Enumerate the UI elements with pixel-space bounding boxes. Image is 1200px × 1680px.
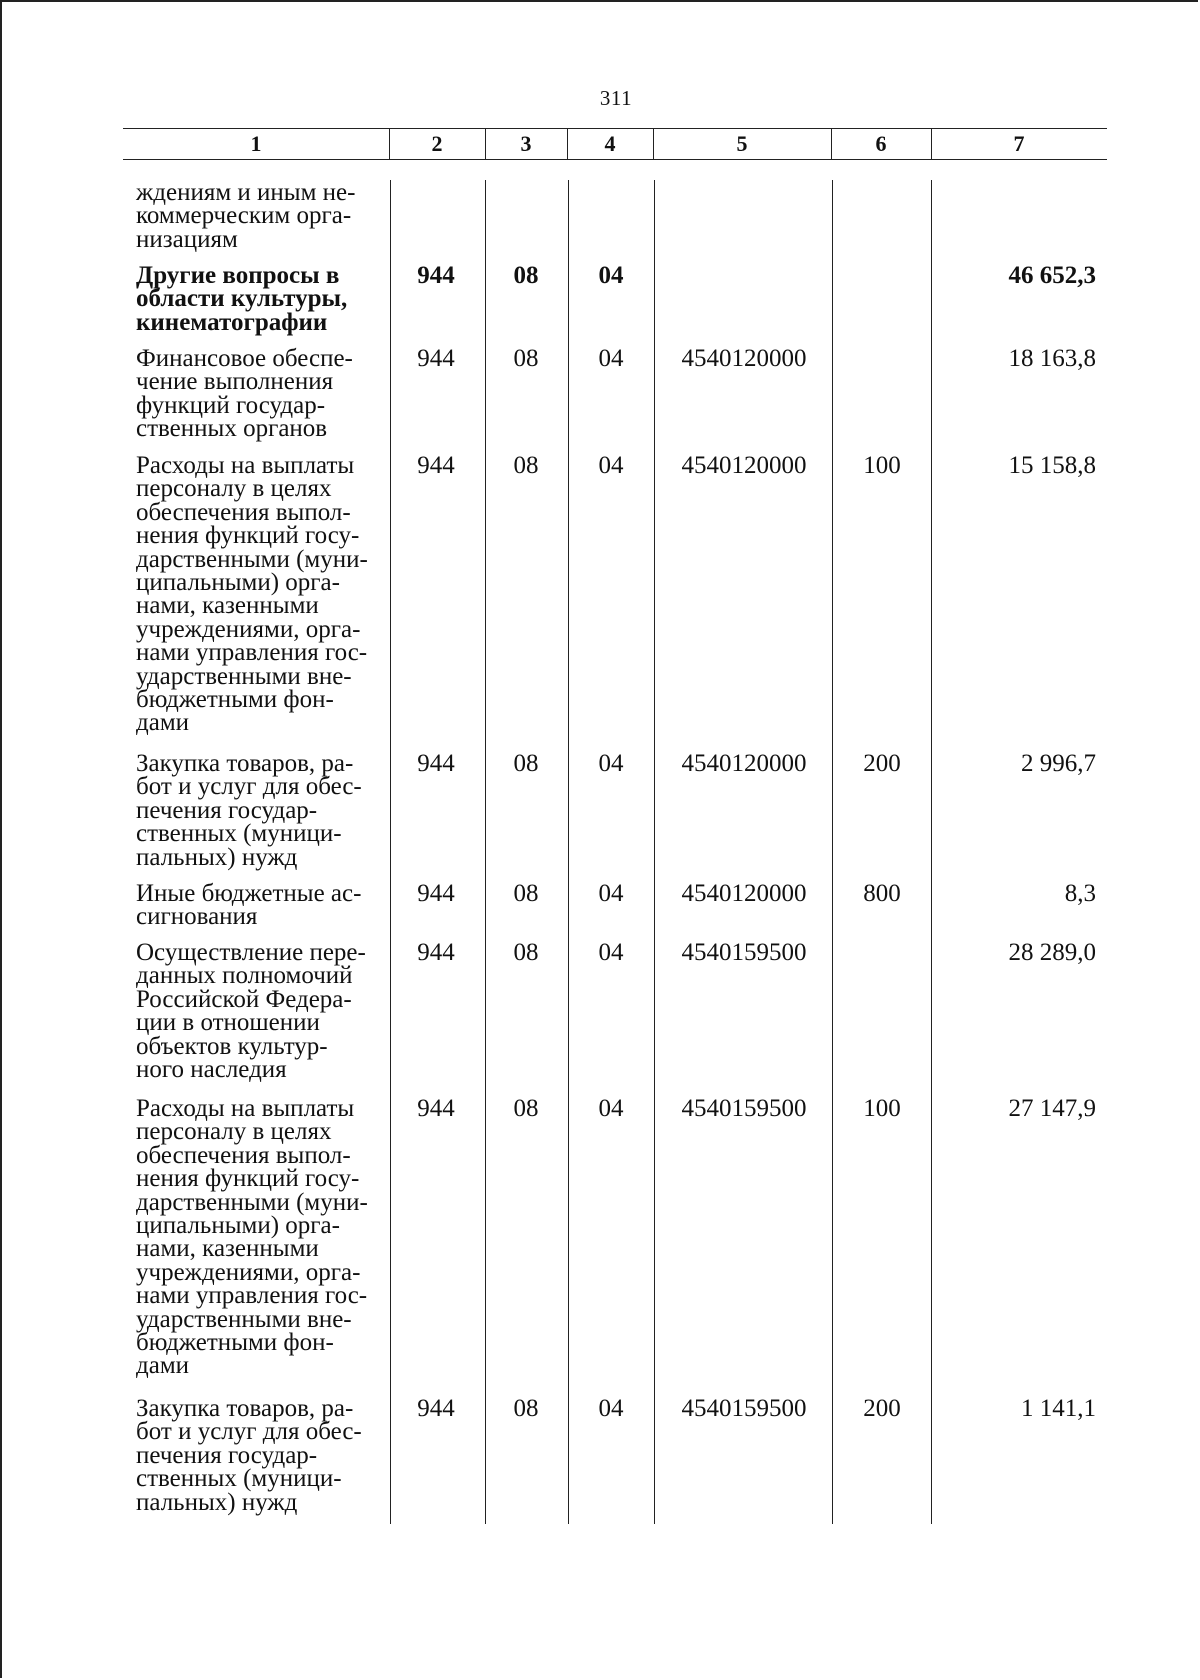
cell-section: 08 (513, 1095, 539, 1122)
table-header (123, 128, 1107, 160)
cell-section: 08 (513, 452, 539, 479)
description-line: Расходы на выплаты (136, 1095, 355, 1122)
description-line: ственных (муници- (136, 820, 342, 848)
row-description (136, 181, 386, 251)
description-line: дарственными (муни- (136, 1188, 368, 1216)
cell-target-article: 4540120000 (681, 345, 807, 372)
cell-subsection: 04 (598, 345, 624, 372)
description-line: ственных органов (136, 415, 328, 443)
cell-amount: 18 163,8 (1008, 345, 1096, 372)
header-col-5: 5 (736, 131, 748, 156)
cell-expense-type: 800 (863, 880, 901, 907)
column-divider (931, 180, 932, 1524)
description-line: печения государ- (136, 1441, 318, 1469)
description-line: области культуры, (136, 285, 348, 313)
description-line: бот и услуг для обес- (136, 773, 362, 801)
description-line: Закупка товаров, ра- (136, 1395, 354, 1422)
description-line: нами, казенными (136, 592, 319, 620)
cell-subsection: 04 (598, 750, 624, 777)
column-divider (654, 180, 655, 1524)
description-line: бот и услуг для обес- (136, 1418, 362, 1446)
cell-target-article: 4540159500 (681, 939, 807, 966)
cell-admin-code: 944 (417, 345, 455, 372)
description-line: пальных) нужд (136, 1488, 298, 1516)
cell-amount: 8,3 (1064, 880, 1096, 907)
description-line: бюджетными фон- (136, 1329, 334, 1357)
header-col-4: 4 (604, 131, 616, 156)
header-col-2: 2 (431, 131, 443, 156)
description-line: пальных) нужд (136, 843, 298, 871)
description-line: нами управления гос- (136, 639, 368, 667)
cell-section: 08 (513, 1395, 539, 1422)
description-line: Закупка товаров, ра- (136, 750, 354, 777)
description-line: чение выполнения (136, 368, 334, 396)
description-line: ципальными) орга- (136, 1212, 340, 1240)
description-line: дами (136, 709, 190, 737)
cell-section: 08 (513, 345, 539, 372)
cell-section: 08 (513, 750, 539, 777)
cell-amount: 27 147,9 (1008, 1095, 1096, 1122)
description-line: учреждениями, орга- (136, 615, 361, 643)
cell-subsection: 04 (598, 1095, 624, 1122)
header-col-1: 1 (250, 131, 262, 156)
cell-target-article: 4540120000 (681, 750, 807, 777)
description-line: учреждениями, орга- (136, 1258, 361, 1286)
description-line: ного наследия (136, 1056, 287, 1084)
cell-admin-code: 944 (417, 1395, 455, 1422)
description-line: ципальными) орга- (136, 569, 340, 597)
cell-target-article: 4540159500 (681, 1095, 807, 1122)
column-divider (568, 180, 569, 1524)
description-line: Иные бюджетные ас- (136, 880, 362, 907)
cell-admin-code: 944 (417, 750, 455, 777)
cell-section: 08 (513, 262, 539, 289)
description-line: нами, казенными (136, 1235, 319, 1263)
page-number: 311 (599, 86, 633, 110)
cell-admin-code: 944 (417, 452, 455, 479)
cell-subsection: 04 (598, 939, 624, 966)
description-line: нами управления гос- (136, 1282, 368, 1310)
description-line: персоналу в целях (136, 1118, 332, 1146)
cell-admin-code: 944 (417, 1095, 455, 1122)
description-line: ударственными вне- (136, 662, 352, 690)
description-line: персоналу в целях (136, 475, 332, 503)
row-description (136, 347, 386, 441)
cell-target-article: 4540159500 (681, 1395, 807, 1422)
description-line: нения функций госу- (136, 522, 360, 550)
description-line: ударственными вне- (136, 1305, 352, 1333)
cell-amount: 28 289,0 (1008, 939, 1096, 966)
description-line: печения государ- (136, 796, 318, 824)
description-line: ждениям и иным не- (136, 179, 356, 206)
cell-section: 08 (513, 939, 539, 966)
cell-expense-type: 100 (863, 452, 901, 479)
row-description (136, 264, 386, 334)
cell-admin-code: 944 (417, 262, 455, 289)
column-divider (832, 180, 833, 1524)
cell-subsection: 04 (598, 452, 624, 479)
description-line: бюджетными фон- (136, 686, 334, 714)
description-line: обеспечения выпол- (136, 498, 351, 526)
cell-target-article: 4540120000 (681, 880, 807, 907)
description-line: объектов культур- (136, 1032, 328, 1060)
cell-amount: 2 996,7 (1021, 750, 1096, 777)
description-line: данных полномочий (136, 962, 353, 990)
row-description (136, 882, 386, 929)
cell-subsection: 04 (598, 262, 624, 289)
header-col-7: 7 (1013, 131, 1025, 156)
cell-expense-type: 100 (863, 1095, 901, 1122)
description-line: ции в отношении (136, 1009, 320, 1037)
description-line: Другие вопросы в (136, 262, 340, 289)
description-line: обеспечения выпол- (136, 1141, 351, 1169)
description-line: нения функций госу- (136, 1165, 360, 1193)
cell-amount: 1 141,1 (1021, 1395, 1096, 1422)
cell-expense-type: 200 (863, 1395, 901, 1422)
cell-section: 08 (513, 880, 539, 907)
cell-target-article: 4540120000 (681, 452, 807, 479)
cell-amount: 46 652,3 (1008, 262, 1096, 289)
row-description (136, 939, 386, 1084)
cell-expense-type: 200 (863, 750, 901, 777)
description-line: ственных (муници- (136, 1465, 342, 1493)
description-line: функций государ- (136, 391, 326, 419)
column-divider (485, 180, 486, 1524)
description-line: Осуществление пере- (136, 939, 366, 966)
row-description (136, 1097, 386, 1378)
cell-admin-code: 944 (417, 880, 455, 907)
description-line: коммерческим орга- (136, 202, 352, 230)
header-col-3: 3 (520, 131, 532, 156)
cell-subsection: 04 (598, 1395, 624, 1422)
row-description (136, 454, 386, 735)
description-line: дами (136, 1352, 190, 1380)
description-line: Финансовое обеспе- (136, 345, 353, 372)
column-divider (390, 180, 391, 1524)
cell-amount: 15 158,8 (1008, 452, 1096, 479)
description-line: дарственными (муни- (136, 545, 368, 573)
description-line: низациям (136, 225, 238, 253)
description-line: Расходы на выплаты (136, 452, 355, 479)
row-description (136, 752, 386, 869)
description-line: кинематографии (136, 308, 328, 336)
row-description (136, 1397, 386, 1514)
header-col-6: 6 (875, 131, 887, 156)
cell-admin-code: 944 (417, 939, 455, 966)
description-line: сигнования (136, 903, 258, 931)
cell-subsection: 04 (598, 880, 624, 907)
description-line: Российской Федера- (136, 985, 352, 1013)
